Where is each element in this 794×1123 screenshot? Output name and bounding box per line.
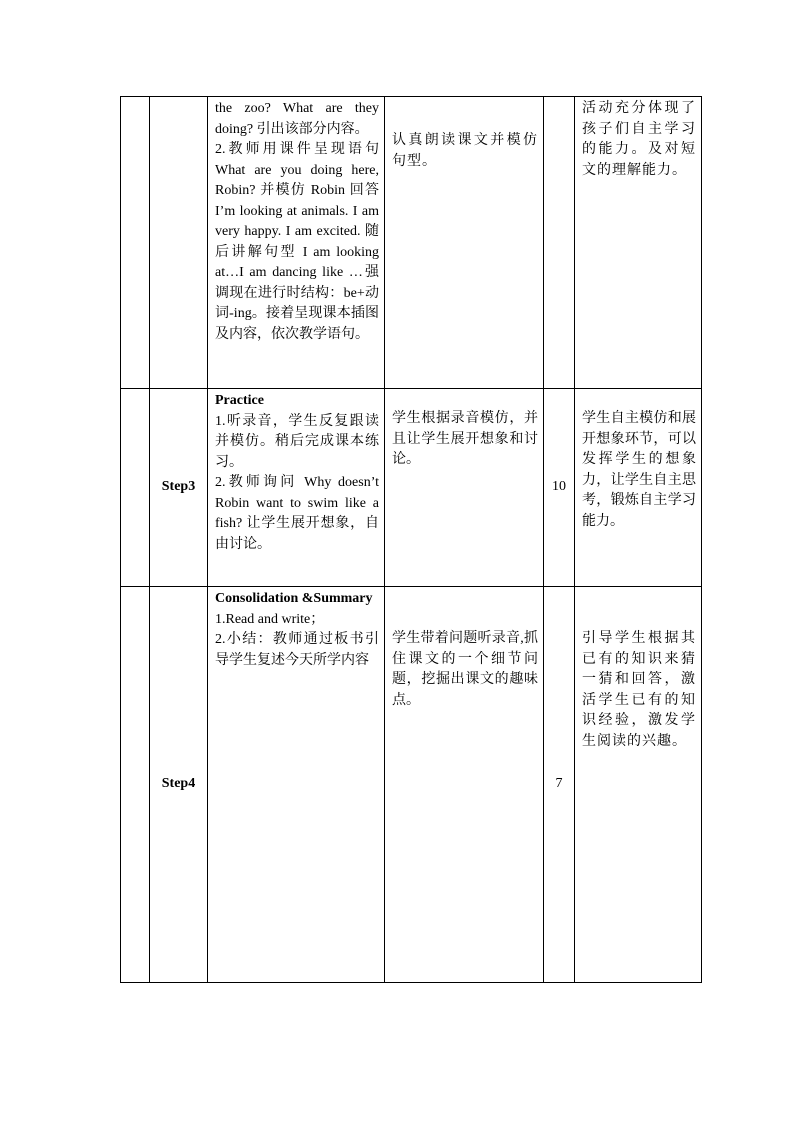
teacher-activity-cell	[208, 97, 385, 389]
purpose-text: 引导学生根据其已有的知识来猜一猜和回答，激活学生已有的知识经验，激发学生阅读的兴趣。	[582, 631, 696, 749]
purpose-cell	[575, 389, 702, 587]
purpose-text: 活动充分体现了孩子们自主学习的能力。及对短文的理解能力。	[582, 101, 696, 178]
student-activity-cell	[385, 587, 544, 983]
section-title: Practice	[215, 393, 264, 408]
time-cell: 10	[544, 389, 575, 587]
teacher-activity-text: 1.听录音，学生反复跟读并模仿。稍后完成课本练习。 2.教师询问 Why doesn’t Robin want to swim like a fish? 让学生展开想象，自由讨论。	[215, 413, 379, 552]
step-cell: Step3	[150, 389, 208, 587]
step-cell: Step4	[150, 587, 208, 983]
blank-cell	[121, 97, 150, 389]
teacher-activity-cell	[208, 587, 385, 983]
table-row	[121, 97, 702, 389]
student-activity-text: 认真朗读课文并模仿句型。	[392, 133, 538, 169]
purpose-text: 学生自主模仿和展开想象环节，可以发挥学生的想象力，让学生自主思考，锻炼自主学习能力。	[582, 411, 696, 529]
table-row	[121, 587, 702, 983]
teacher-activity-text: the zoo? What are they doing? 引出该部分内容。 2.教师用课件呈现语句 What are you doing here, Robin? 并模仿 Robin 回答 I’m looking at animals. I am very happy. I am excited. 随后讲解句型 I am looking at…I am dancing like …强调现在进行时结构：be+动词-ing。接着呈现课本插图及内容，依次教学语句。	[215, 101, 379, 342]
blank-cell	[121, 389, 150, 587]
student-activity-cell	[385, 97, 544, 389]
purpose-cell	[575, 97, 702, 389]
section-title: Consolidation &Summary	[215, 591, 373, 606]
student-activity-cell	[385, 389, 544, 587]
time-cell: 7	[544, 587, 575, 983]
student-activity-text: 学生带着问题听录音,抓住课文的一个细节问题，挖掘出课文的趣味点。	[392, 631, 538, 708]
time-cell	[544, 97, 575, 389]
purpose-cell	[575, 587, 702, 983]
table-row	[121, 389, 702, 587]
blank-cell	[121, 587, 150, 983]
student-activity-text: 学生根据录音模仿，并且让学生展开想象和讨论。	[392, 411, 538, 467]
lesson-plan-table	[120, 96, 702, 983]
step-cell	[150, 97, 208, 389]
teacher-activity-text: 1.Read and write； 2.小结：教师通过板书引导学生复述今天所学内容	[215, 611, 379, 668]
teacher-activity-cell	[208, 389, 385, 587]
